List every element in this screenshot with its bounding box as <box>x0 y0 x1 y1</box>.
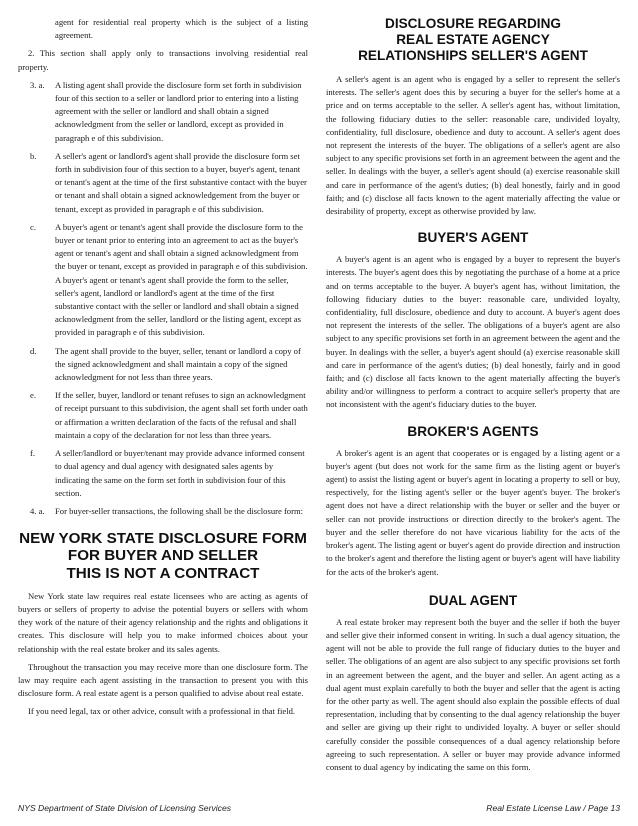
sellers-agent-paragraph: A seller's agent is an agent who is engaged by a seller to represent the seller's interests. The seller's agent does this by securing a buyer for the seller's home at a price and on terms acceptable to the seller. A seller's agent has, without limitation, the following fiduciary duties to the seller: reasonable care, undivided loyalty, confidentiality, full disclosure, obedience and duty to account. A seller's agent does not represent the interests of the buyer. The obligations of a seller's agent are also subject to any specific provisions set forth in an agreement between the agent and the seller. In dealings with the buyer, a seller's agent should (a) exercise reasonable skill and care in performance of the agent's duties; (b) deal honestly, fairly and in good faith; and (c) disclose all facts known to the agent materially affecting the value or desirability of property, except as otherwise provided by law. <box>326 74 620 217</box>
title-line: RELATIONSHIPS SELLER'S AGENT <box>358 48 588 63</box>
buyers-agent-heading: BUYER'S AGENT <box>417 230 529 246</box>
continued-paragraph: agent for residential real property which is the subject of a listing agreement. <box>55 17 308 41</box>
list-item <box>18 345 308 385</box>
list-item <box>18 447 308 500</box>
footer-department: NYS Department of State Division of Licensing Services <box>18 803 232 813</box>
brokers-agents-heading: BROKER'S AGENTS <box>407 423 539 439</box>
heading-line: NEW YORK STATE DISCLOSURE FORM <box>19 530 307 548</box>
item-label: 3. a. <box>30 79 45 90</box>
brokers-agents-paragraph: A broker's agent is an agent that cooperates or is engaged by a listing agent or a buyer's agent (but does not work for the same firm as the listing agent or buyer's agent) to assist the listing agent or buyer's agent in locating a property to sell or buy, respectively, for the listing agent's seller or the buyer agent's buyer. The broker's agent does not have a direct relationship with the buyer or seller and the buyer or seller can not provide instructions or direction directly to the broker's agent. The buyer and the seller therefore do not have vicarious liability for the acts of the broker's agent. The listing agent or buyer's agent do provide direction and instruction to the broker's agent and therefore the listing agent or buyer's agent will have liability for the acts of the broker's agent. <box>326 447 620 577</box>
footer-page-number: Real Estate License Law / Page 13 <box>486 803 620 813</box>
title-line: DISCLOSURE REGARDING <box>385 16 561 31</box>
left-column <box>18 16 308 719</box>
disclosure-form-heading <box>18 530 308 582</box>
list-item <box>18 505 308 518</box>
buyers-agent-paragraph: A buyer's agent is an agent who is engaged by a buyer to represent the buyer's interests. The buyer's agent does this by negotiating the purchase of a home at a price and on terms acceptable to the buyer. A buyer's agent has, without limitation, the following fiduciary duties to the buyer: reasonable care, undivided loyalty, confidentiality, full disclosure, obedience and duty to account. A buyer's agent does not represent the interests of the seller. The obligations of a buyer's agent are also subject to any specific provisions set forth in an agreement between the agent and the buyer. In dealings with the seller, a buyer's agent should (a) exercise reasonable skill and care in performance of the agent's duties; (b) deal honestly, fairly and in good faith; and (c) disclose all facts known to the agent materially affecting the buyer's ability and/or willingness to perform a contract to acquire seller's property that are not inconsistent with the agent's fiduciary duties to the buyer. <box>326 254 620 410</box>
item-text: If the seller, buyer, landlord or tenant refuses to sign an acknowledgment of receipt pursuant to this subdivision, the agent shall set forth under oath or affirmation a written declaration of the facts of the refusal and shall maintain a copy of the declaration for not less than three years. <box>55 390 308 440</box>
body-paragraph: Throughout the transaction you may receive more than one disclosure form. The law may require each agent assisting in the transaction to present you with this disclosure form. A real estate agent is a person qualified to advise about real estate. <box>18 661 308 699</box>
item-text: A listing agent shall provide the disclosure form set forth in subdivision four of this section to a seller or landlord prior to entering into a listing agreement with the seller or landlord and shall obtain a signed acknowledgment from the seller or landlord, except as provided in paragraph e of this subdivision. <box>55 79 302 143</box>
section-2-paragraph: 2. This section shall apply only to transactions involving residential real property. <box>18 48 308 72</box>
right-column <box>326 16 620 774</box>
heading-line: THIS IS NOT A CONTRACT <box>66 564 260 582</box>
dual-agent-heading: DUAL AGENT <box>428 592 518 608</box>
item-label: 4. a. <box>30 505 45 516</box>
item-label: b. <box>30 150 37 161</box>
title-line: REAL ESTATE AGENCY <box>396 32 550 47</box>
item-text: A seller's agent or landlord's agent shall provide the disclosure form set forth in subdivision four of this section to a buyer, buyer's agent, tenant or tenant's agent at the time of the first substantive contact with the buyer or tenant and shall obtain a signed acknowledgement from the buyer or tenant, except as provided in paragraph e of this subdivision. <box>55 150 307 214</box>
disclosure-title <box>326 16 620 64</box>
body-paragraph: If you need legal, tax or other advice, consult with a professional in that field. <box>28 706 296 717</box>
dual-agent-paragraph: A real estate broker may represent both the buyer and the seller if both the buyer and seller give their informed consent in writing. In such a dual agency situation, the agent will not be able to provide the full range of fiduciary duties to the buyer and seller. The obligations of an agent are also subject to any specific provisions set forth in an agreement between the agent, and the buyer and seller. An agent acting as a dual agent must explain carefully to both the buyer and seller that the agent is acting for the other party as well. The agent should also explain the possible effects of dual representation, including that by consenting to the dual agency relationship the buyer and seller are giving up their right to undivided loyalty. A buyer or seller should carefully consider the possible consequences of a dual agency relationship before agreeing to such representation. A seller or buyer may provide advance informed consent to dual agency by indicating the same on this form. <box>326 616 620 772</box>
item-label: d. <box>30 345 37 356</box>
item-label: c. <box>30 221 36 232</box>
item-text: The agent shall provide to the buyer, seller, tenant or landlord a copy of the signed acknowledgment and shall maintain a copy of the signed acknowledgment for not less than three years. <box>55 345 301 383</box>
list-item <box>18 389 308 442</box>
list-item <box>18 150 308 216</box>
item-label: e. <box>30 390 36 401</box>
heading-line: FOR BUYER AND SELLER <box>67 547 259 565</box>
item-label: f. <box>30 448 36 459</box>
list-item <box>18 221 308 340</box>
list-item <box>18 79 308 145</box>
body-paragraph: New York state law requires real estate licensees who are acting as agents of buyers or sellers of property to advise the potential buyers or sellers with whom they work of the nature of their agency relationship and the rights and obligations it creates. This disclosure will help you to make informed choices about your relationship with the real estate broker and its sales agents. <box>18 590 308 654</box>
item-text: A seller/landlord or buyer/tenant may provide advance informed consent to dual agency and dual agency with designated sales agents by indicating the same on the form set forth in subdivision four of this section. <box>55 448 305 498</box>
item-text: A buyer's agent or tenant's agent shall provide the disclosure form to the buyer or tenant prior to entering into an agreement to act as the buyer's agent or tenant's agent and shall obtain a signed acknowledgment from the buyer or tenant, except as provided in paragraph e of this subdivision. A buyer's agent or tenant's agent shall provide the form to the seller, seller's agent, landlord or landlord's agent at the time of the first substantive contact with the seller or landlord and shall obtain a signed acknowledgment from the seller, landlord or the listing agent, except as provided in paragraph e of this subdivision. <box>55 221 308 338</box>
item-text: For buyer-seller transactions, the following shall be the disclosure form: <box>55 505 304 516</box>
